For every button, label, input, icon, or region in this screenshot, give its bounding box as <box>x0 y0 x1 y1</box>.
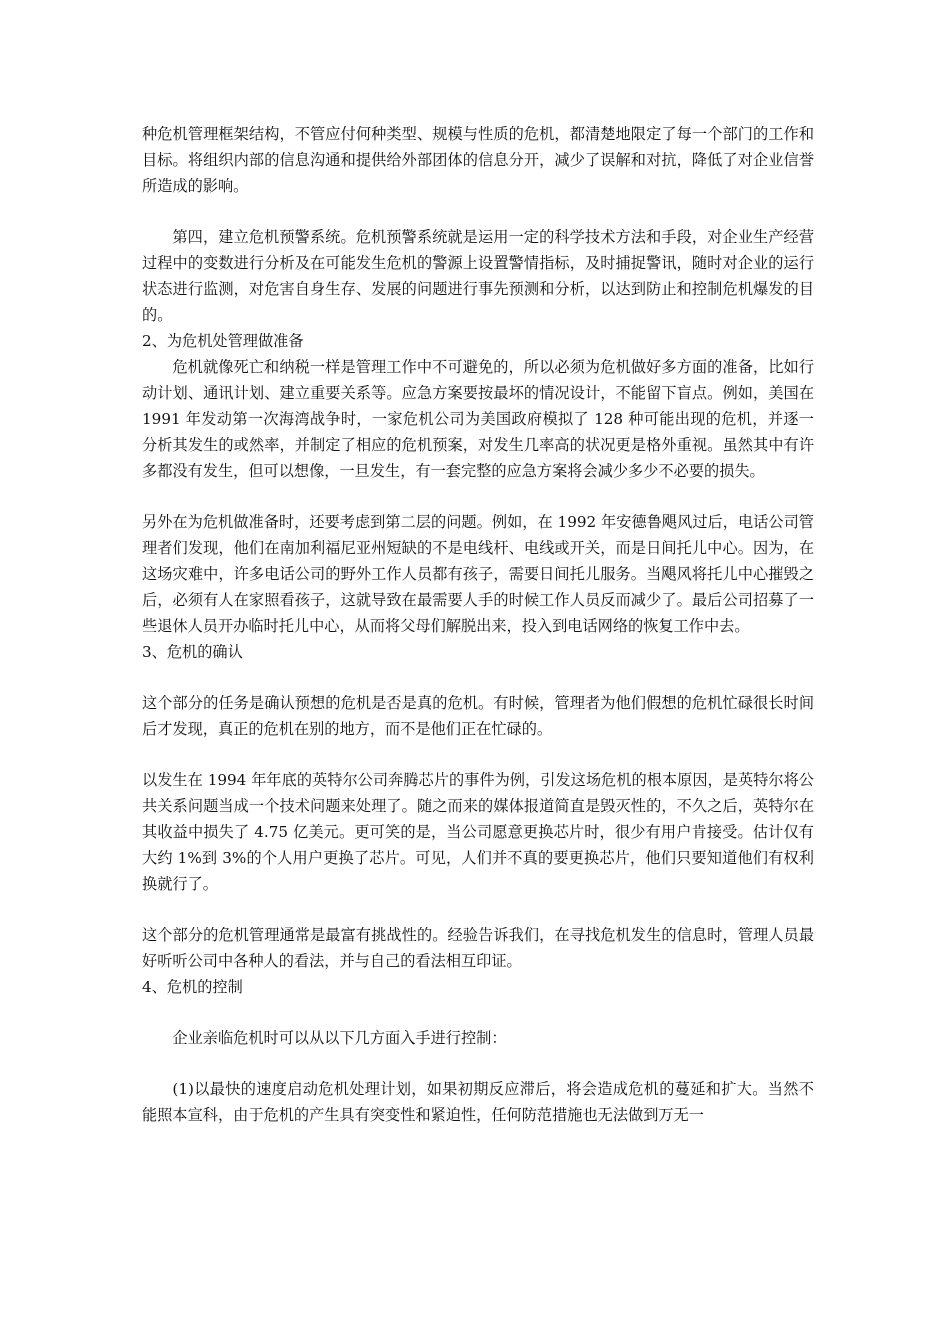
paragraph-control-intro: 企业亲临危机时可以从以下几方面入手进行控制： <box>172 1029 507 1047</box>
paragraph-control-item-1: (1)以最快的速度启动危机处理计划，如果初期反应滞后，将会造成危机的蔓延和扩大。当然不能照本宣科，由于危机的产生具有突变性和紧迫性，任何防范措施也无法做到万无一 <box>142 1080 814 1124</box>
paragraph-intel-example: 以发生在 1994 年年底的英特尔公司奔腾芯片的事件为例，引发这场危机的根本原因，是英特尔将公共关系问题当成一个技术问题来处理了。随之而来的媒体报道简直是毁灭性的，不久之后，英特尔在其收益中损失了 4.75 亿美元。更可笑的是，当公司愿意更换芯片时，很少有用户肯接受。估计仅有大约 1%到 3%的个人用户更换了芯片。可见，人们并不真的要更换芯片，他们只要知道他们有权利换就行了。 <box>142 771 814 893</box>
paragraph-early-warning: 第四，建立危机预警系统。危机预警系统就是运用一定的科学技术方法和手段，对企业生产经营过程中的变数进行分析及在可能发生危机的警源上设置警情指标，及时捕捉警讯，随时对企业的运行状态进行监测，对危害自身生存、发展的问题进行事先预测和分析，以达到防止和控制危机爆发的目的。 <box>142 228 814 324</box>
paragraph-preparation: 危机就像死亡和纳税一样是管理工作中不可避免的，所以必须为危机做好多方面的准备，比如行动计划、通讯计划、建立重要关系等。应急方案要按最坏的情况设计，不能留下盲点。例如，美国在 1991 年发动第一次海湾战争时，一家危机公司为美国政府模拟了 128 种可能出现的危机，并逐一分析其发生的或然率，并制定了相应的危机预案，对发生几率高的状况更是格外重视。虽然其中有许多都没有发生，但可以想像，一旦发生，有一套完整的应急方案将会减少多少不必要的损失。 <box>142 358 814 480</box>
section-heading-control: 4、危机的控制 <box>142 978 243 996</box>
document-page <box>142 121 814 1128</box>
paragraph-confirmation-task: 这个部分的任务是确认预想的危机是否是真的危机。有时候，管理者为他们假想的危机忙碌很长时间后才发现，真正的危机在别的地方，而不是他们正在忙碌的。 <box>142 694 814 738</box>
paragraph-framework-intro: 种危机管理框架结构，不管应付何种类型、规模与性质的危机，都清楚地限定了每一个部门的工作和目标。将组织内部的信息沟通和提供给外部团体的信息分开，减少了误解和对抗，降低了对企业信誉所造成的影响。 <box>142 125 814 195</box>
paragraph-challenge: 这个部分的危机管理通常是最富有挑战性的。经验告诉我们，在寻找危机发生的信息时，管理人员最好听听公司中各种人的看法，并与自己的看法相互印证。 <box>142 926 814 970</box>
paragraph-second-layer: 另外在为危机做准备时，还要考虑到第二层的问题。例如，在 1992 年安德鲁飓风过后，电话公司管理者们发现，他们在南加利福尼亚州短缺的不是电线杆、电线或开关，而是日间托儿中心。因为，在这场灾难中，许多电话公司的野外工作人员都有孩子，需要日间托儿服务。当飓风将托儿中心摧毁之后，必须有人在家照看孩子，这就导致在最需要人手的时候工作人员反而减少了。最后公司招募了一些退休人员开办临时托儿中心，从而将父母们解脱出来，投入到电话网络的恢复工作中去。 <box>142 513 814 635</box>
section-heading-preparation: 2、为危机处管理做准备 <box>142 332 304 350</box>
section-heading-confirmation: 3、危机的确认 <box>142 643 243 661</box>
